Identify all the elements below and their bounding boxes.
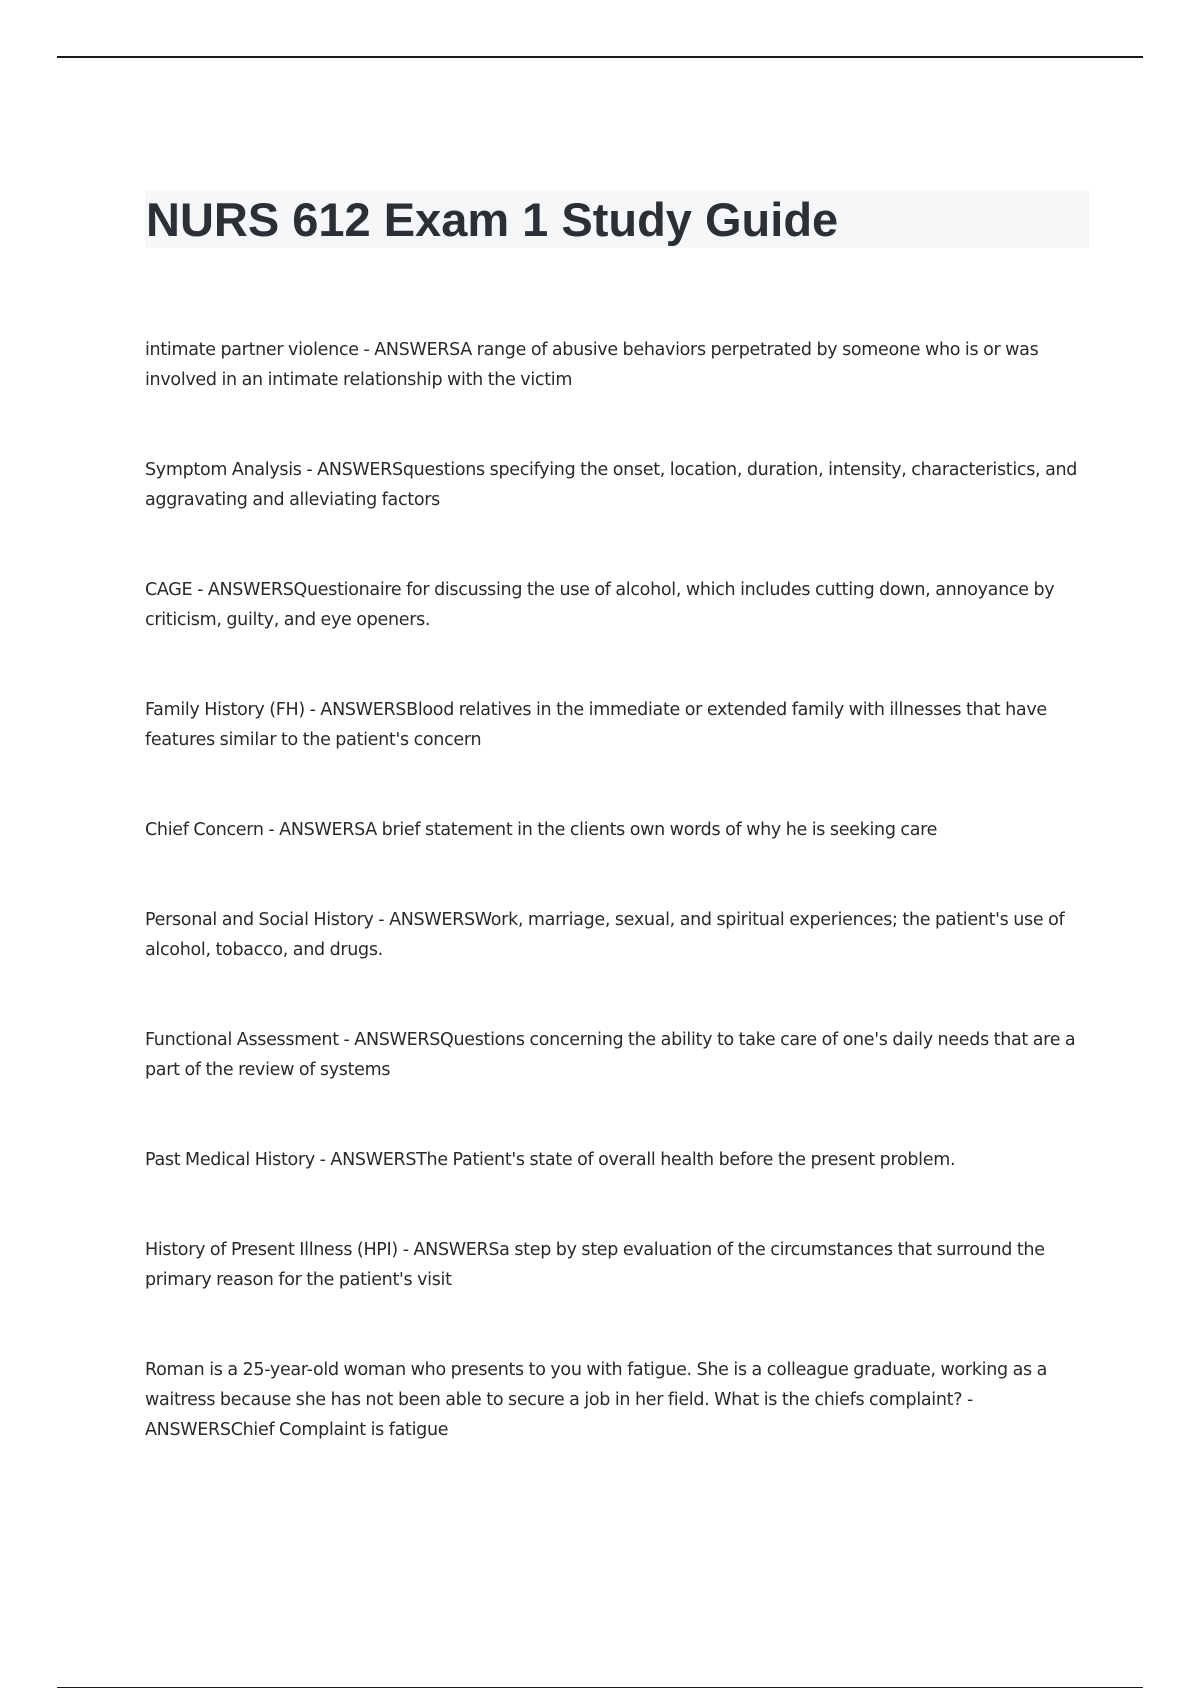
bottom-rule bbox=[57, 1687, 1143, 1688]
entry-cage: CAGE - ANSWERSQuestionaire for discussing the use of alcohol, which includes cutting down, annoyance by criticism, guilty, and eye openers. bbox=[145, 580, 1055, 630]
entry-history-present-illness: History of Present Illness (HPI) - ANSWERSa step by step evaluation of the circumstances that surround the primary reason for the patient's visit bbox=[145, 1240, 1045, 1290]
top-rule bbox=[57, 56, 1143, 58]
entry-chief-concern: Chief Concern - ANSWERSA brief statement in the clients own words of why he is seeking care bbox=[145, 820, 938, 840]
entry-intimate-partner-violence: intimate partner violence - ANSWERSA range of abusive behaviors perpetrated by someone who is or was involved in an intimate relationship with the victim bbox=[145, 340, 1039, 390]
entry-roman-case-question: Roman is a 25-year-old woman who presents to you with fatigue. She is a colleague graduate, working as a waitress because she has not been able to secure a job in her field. What is the chiefs complaint? - ANSWERSChief Complaint is fatigue bbox=[145, 1360, 1048, 1440]
entry-family-history: Family History (FH) - ANSWERSBlood relatives in the immediate or extended family with illnesses that have features similar to the patient's concern bbox=[145, 700, 1047, 750]
entry-symptom-analysis: Symptom Analysis - ANSWERSquestions specifying the onset, location, duration, intensity, characteristics, and aggravating and alleviating factors bbox=[145, 460, 1078, 510]
entry-functional-assessment: Functional Assessment - ANSWERSQuestions concerning the ability to take care of one's daily needs that are a part of the review of systems bbox=[145, 1030, 1076, 1080]
document-title: NURS 612 Exam 1 Study Guide bbox=[146, 193, 839, 246]
entry-past-medical-history: Past Medical History - ANSWERSThe Patient's state of overall health before the present problem. bbox=[145, 1150, 956, 1170]
entry-personal-social-history: Personal and Social History - ANSWERSWork, marriage, sexual, and spiritual experiences; the patient's use of alcohol, tobacco, and drugs. bbox=[145, 910, 1065, 960]
